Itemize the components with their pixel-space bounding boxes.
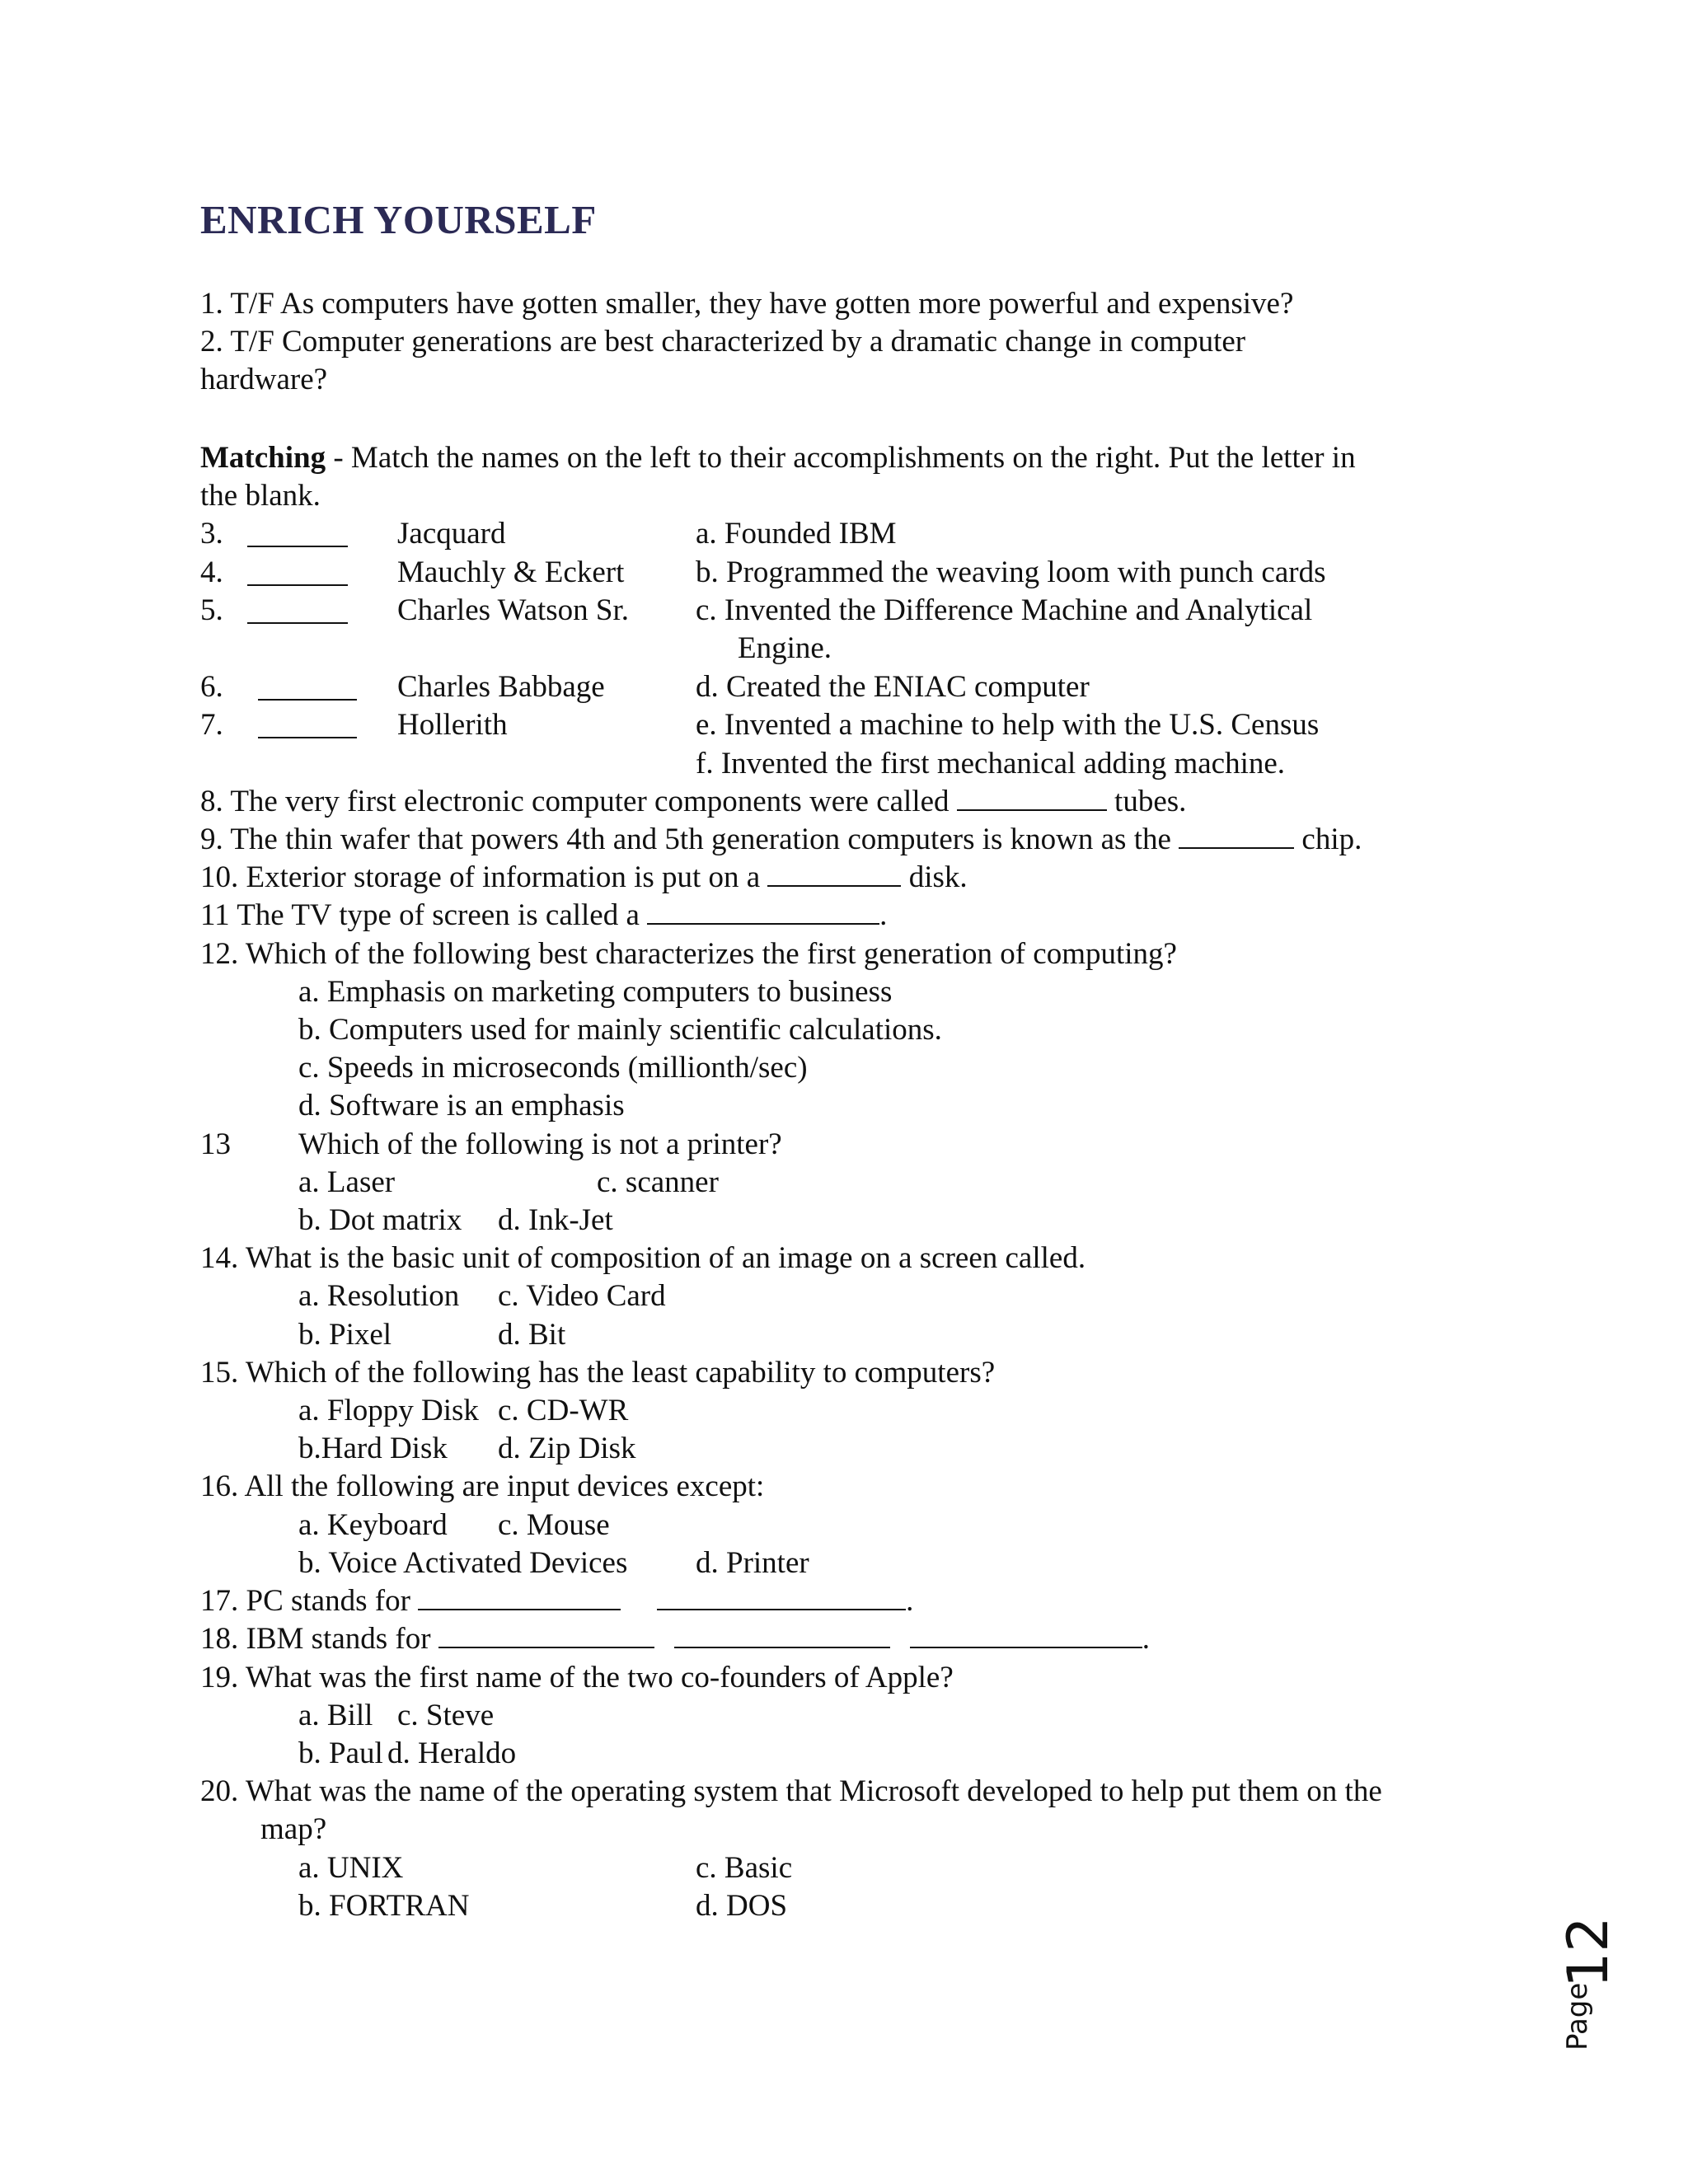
question-14-option-c: c. Video Card <box>498 1279 666 1313</box>
question-15-option-c: c. CD-WR <box>498 1394 629 1427</box>
question-18-text: 18. IBM stands for <box>200 1622 438 1656</box>
question-13-option-b: b. Dot matrix <box>298 1203 462 1237</box>
question-9-blank[interactable] <box>1179 823 1294 849</box>
question-10-blank[interactable] <box>767 860 901 887</box>
page-title: ENRICH YOURSELF <box>200 197 597 242</box>
question-11-blank[interactable] <box>647 898 879 925</box>
matching-row-7-name: Hollerith <box>397 708 508 742</box>
question-16-option-d: d. Printer <box>696 1546 809 1580</box>
question-13-option-a: a. Laser <box>298 1165 396 1199</box>
question-20-option-d: d. DOS <box>696 1889 788 1923</box>
question-17-blank-1[interactable] <box>418 1584 621 1610</box>
question-13: Which of the following is not a printer? <box>298 1127 782 1161</box>
question-20-option-c: c. Basic <box>696 1851 793 1885</box>
question-14: 14. What is the basic unit of composition of an image on a screen called. <box>200 1241 1086 1275</box>
question-17 <box>200 1582 913 1620</box>
question-15: 15. Which of the following has the least capability to computers? <box>200 1356 996 1390</box>
matching-row-4-answer: b. Programmed the weaving loom with punch cards <box>696 555 1326 589</box>
page-number <box>1550 1912 1621 2060</box>
question-15-option-d: d. Zip Disk <box>498 1432 636 1465</box>
question-14-option-b: b. Pixel <box>298 1318 392 1352</box>
matching-instructions-text: - Match the names on the left to their accomplishments on the right. Put the letter in <box>326 441 1356 475</box>
question-19-option-b: b. Paul <box>298 1736 383 1770</box>
question-15-option-a: a. Floppy Disk <box>298 1394 479 1427</box>
question-18-blank-3[interactable] <box>910 1622 1142 1648</box>
question-13-num: 13 <box>200 1127 231 1161</box>
question-8-text: 8. The very first electronic computer components were called <box>200 785 957 818</box>
question-12-option-b: b. Computers used for mainly scientific calculations. <box>298 1013 942 1047</box>
question-16-option-b: b. Voice Activated Devices <box>298 1546 628 1580</box>
question-9-suffix: chip. <box>1294 823 1362 856</box>
question-9-text: 9. The thin wafer that powers 4th and 5th generation computers is known as the <box>200 823 1179 856</box>
question-12-option-d: d. Software is an emphasis <box>298 1089 625 1122</box>
question-10-text: 10. Exterior storage of information is put on a <box>200 860 768 894</box>
question-19-option-c: c. Steve <box>397 1699 495 1732</box>
page-number-label: Page <box>1561 1982 1594 2050</box>
question-2-line-1: 2. T/F Computer generations are best characterized by a dramatic change in computer <box>200 325 1246 359</box>
question-2-line-2: hardware? <box>200 363 328 396</box>
question-17-text: 17. PC stands for <box>200 1584 419 1618</box>
question-20: 20. What was the name of the operating system that Microsoft developed to help put them on the <box>200 1774 1382 1808</box>
question-17-blank-2[interactable] <box>657 1584 906 1610</box>
matching-blank-3[interactable] <box>247 521 348 547</box>
matching-row-5-answer-cont: Engine. <box>738 631 832 665</box>
question-11 <box>200 897 887 935</box>
question-15-option-b: b.Hard Disk <box>298 1432 448 1465</box>
matching-row-7-answer: e. Invented a machine to help with the U.S. Census <box>696 708 1320 742</box>
question-18-blank-2[interactable] <box>674 1622 890 1648</box>
question-18-suffix: . <box>1142 1622 1151 1656</box>
matching-row-5-num: 5. <box>200 593 223 627</box>
question-9 <box>200 821 1362 859</box>
matching-row-4-name: Mauchly & Eckert <box>397 555 625 589</box>
question-10 <box>200 859 968 897</box>
question-8-blank[interactable] <box>957 785 1107 811</box>
question-18-blank-1[interactable] <box>438 1622 654 1648</box>
matching-row-4-num: 4. <box>200 555 223 589</box>
question-20-option-a: a. UNIX <box>298 1851 404 1885</box>
question-17-suffix: . <box>906 1584 914 1618</box>
question-11-text: 11 The TV type of screen is called a <box>200 898 648 932</box>
question-16-option-a: a. Keyboard <box>298 1508 448 1542</box>
matching-row-6-num: 6. <box>200 670 223 704</box>
question-8-suffix: tubes. <box>1106 785 1187 818</box>
question-13-option-d: d. Ink-Jet <box>498 1203 613 1237</box>
matching-row-6-answer: d. Created the ENIAC computer <box>696 670 1090 704</box>
question-12-option-a: a. Emphasis on marketing computers to business <box>298 975 893 1009</box>
matching-row-6-name: Charles Babbage <box>397 670 605 704</box>
matching-blank-6[interactable] <box>258 674 357 701</box>
question-14-option-a: a. Resolution <box>298 1279 460 1313</box>
matching-row-7-num: 7. <box>200 708 223 742</box>
question-19-option-d: d. Heraldo <box>387 1736 517 1770</box>
matching-row-5-name: Charles Watson Sr. <box>397 593 630 627</box>
page-number-value: 12 <box>1556 1916 1621 1988</box>
matching-blank-5[interactable] <box>247 598 348 624</box>
question-10-suffix: disk. <box>901 860 968 894</box>
question-1: 1. T/F As computers have gotten smaller, they have gotten more powerful and expensive? <box>200 287 1294 321</box>
question-16: 16. All the following are input devices except: <box>200 1469 765 1503</box>
question-19: 19. What was the first name of the two co-founders of Apple? <box>200 1661 954 1694</box>
question-13-option-c: c. scanner <box>597 1165 719 1199</box>
matching-row-3-answer: a. Founded IBM <box>696 517 897 551</box>
question-20-option-b: b. FORTRAN <box>298 1889 470 1923</box>
matching-instructions <box>200 439 1356 477</box>
matching-row-3-num: 3. <box>200 517 223 551</box>
matching-blank-4[interactable] <box>247 560 348 586</box>
matching-row-3-name: Jacquard <box>397 517 506 551</box>
matching-answer-f: f. Invented the first mechanical adding machine. <box>696 747 1286 780</box>
question-12: 12. Which of the following best characterizes the first generation of computing? <box>200 937 1177 971</box>
question-8 <box>200 783 1186 821</box>
matching-row-5-answer: c. Invented the Difference Machine and Analytical <box>696 593 1313 627</box>
question-14-option-d: d. Bit <box>498 1318 566 1352</box>
question-12-option-c: c. Speeds in microseconds (millionth/sec) <box>298 1051 808 1085</box>
question-11-suffix: . <box>879 898 888 932</box>
matching-blank-7[interactable] <box>258 712 357 738</box>
matching-label: Matching <box>200 441 326 475</box>
question-19-option-a: a. Bill <box>298 1699 373 1732</box>
question-18 <box>200 1620 1150 1658</box>
question-16-option-c: c. Mouse <box>498 1508 610 1542</box>
question-20-line-2: map? <box>260 1812 327 1846</box>
matching-instructions-line-2: the blank. <box>200 479 321 513</box>
